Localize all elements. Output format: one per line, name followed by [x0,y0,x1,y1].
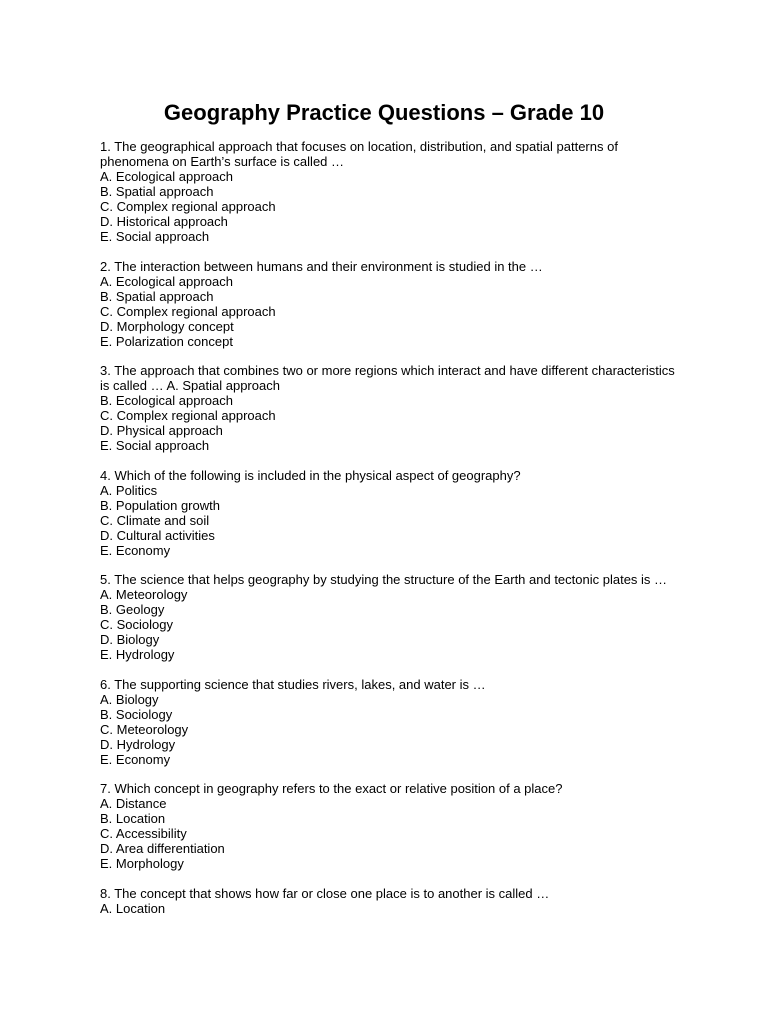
option-b: B. Population growth [100,497,220,513]
option-d: D. Biology [100,632,160,647]
option-a: A. Distance [100,796,167,811]
option-e: E. Economy [100,751,171,767]
question-8 [100,886,680,916]
option-a: A. Ecological approach [100,169,233,184]
page-title: Geography Practice Questions – Grade 10 [163,100,605,125]
option-c: C. Complex regional approach [100,408,276,423]
option-b: B. Location [100,811,166,826]
question-text: 7. Which concept in geography refers to the exact or relative position of a place? [100,781,563,796]
question-text: 2. The interaction between humans and their environment is studied in the … [100,258,543,274]
option-c: C. Climate and soil [100,512,210,528]
option-c: C. Complex regional approach [100,199,276,214]
option-c: C. Complex regional approach [100,303,276,319]
question-6 [100,677,680,767]
option-d: D. Physical approach [100,423,223,438]
option-e: E. Social approach [100,438,210,453]
option-d: D. Area differentiation [100,841,225,856]
question-text: 1. The geographical approach that focuses on location, distribution, and spatial patterns of phenomena on Earth’s surface is called … [100,139,618,169]
option-a: A. Politics [100,482,158,498]
option-b: B. Sociology [100,706,173,722]
option-a: A. Location [100,900,166,916]
option-b: B. Geology [100,602,165,617]
question-text: 5. The science that helps geography by studying the structure of the Earth and tectonic plates is … [100,572,668,587]
question-text: 8. The concept that shows how far or close one place is to another is called … [100,885,550,901]
option-e: E. Morphology [100,856,184,871]
option-e: E. Social approach [100,229,210,244]
option-a: A. Biology [100,691,159,707]
option-d: D. Historical approach [100,214,228,229]
option-a: A. Meteorology [100,587,188,602]
option-e: E. Polarization concept [100,333,233,349]
option-c: C. Sociology [100,617,173,632]
option-e: E. Hydrology [100,647,175,662]
question-1 [100,139,680,244]
option-b: B. Ecological approach [100,393,233,408]
question-7 [100,781,680,871]
option-b: B. Spatial approach [100,184,214,199]
option-a: A. Spatial approach [166,378,280,393]
question-4 [100,468,680,558]
question-2 [100,259,680,349]
option-d: D. Cultural activities [100,527,215,543]
question-text: 4. Which of the following is included in the physical aspect of geography? [100,467,521,483]
option-d: D. Hydrology [100,736,176,752]
option-a: A. Ecological approach [100,273,233,289]
option-e: E. Economy [100,542,171,558]
question-5 [100,572,680,662]
question-text: 3. The approach that combines two or more regions which interact and have different characteristics is called … [100,363,675,393]
option-c: C. Meteorology [100,721,189,737]
option-b: B. Spatial approach [100,288,214,304]
question-list [100,139,680,930]
option-d: D. Morphology concept [100,318,234,334]
option-c: C. Accessibility [100,826,187,841]
question-3 [100,363,680,453]
question-text: 6. The supporting science that studies rivers, lakes, and water is … [100,676,486,692]
question-text-with-first-option [100,363,680,393]
